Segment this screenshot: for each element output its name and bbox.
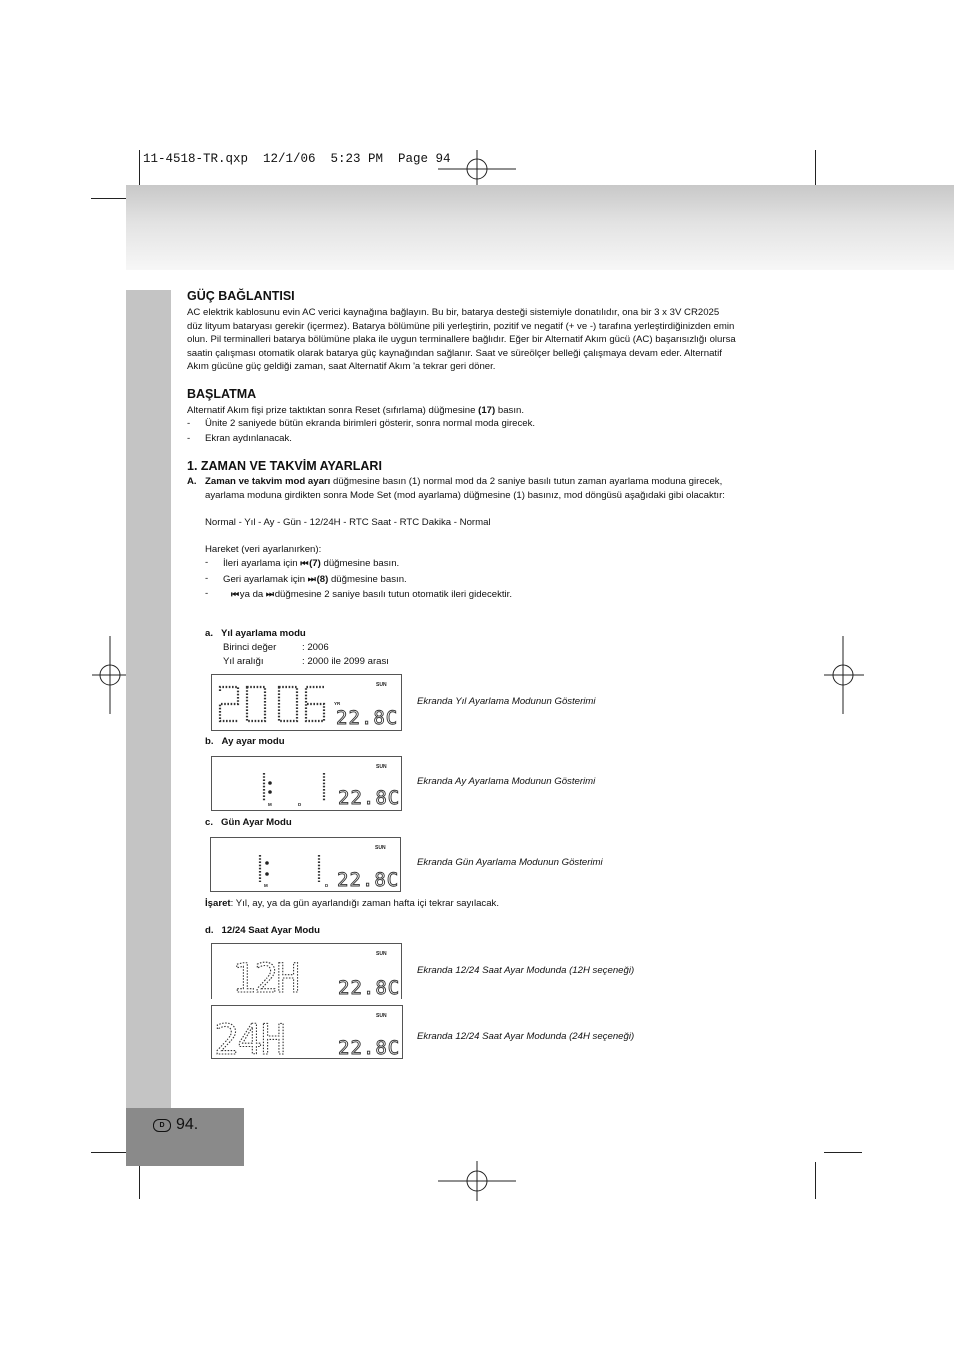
page-number [153,1116,198,1134]
lcd-24h-display [211,1005,403,1059]
intro-ref: (17) [478,405,496,416]
lcd-12h-display [211,943,402,999]
mode-b-caption: Ekranda Ay Ayarlama Modunun Gösterimi [417,776,596,787]
lcd-day: SUN [376,764,387,770]
section-title-power: GÜÇ BAĞLANTISI [187,289,295,303]
movement-list [205,556,512,603]
section-time-a [187,475,197,489]
registration-mark-icon [824,636,864,714]
note-label: İşaret [205,898,231,909]
mode-a-caption: Ekranda Yıl Ayarlama Modunun Gösterimi [417,696,596,707]
lcd-yr-tag: YR [334,701,341,706]
detail-key: Birinci değer [223,642,277,653]
language-badge: D [153,1119,171,1132]
section-title-time: 1. ZAMAN VE TAKVİM AYARLARI [187,459,382,473]
file-header: 11-4518-TR.qxp 12/1/06 5:23 PM Page 94 [143,152,451,166]
detail-value: : 2000 ile 2099 arası [302,655,389,667]
skip-back-icon: ⏮ [231,589,238,599]
skip-forward-icon: ⏭ [265,589,273,599]
paragraph-line: düz lityum bataryası gerekir (içermez). Batarya bölümüne pili yerleştirin, pozitif ve negatif (+ ve -) tarafına yerleştirdiğinizden emin [187,320,735,332]
crop-mark [139,150,140,187]
lcd-month-tag: M [264,883,268,888]
section-title-start: BAŞLATMA [187,387,257,401]
movement-title: Hareket (veri ayarlanırken): [205,544,322,555]
list-item: - ⏮ ya da ⏭ düğmesine 2 saniye basılı tutun otomatik ileri gidecektir. [205,588,513,600]
mode-c-caption: Ekranda Gün Ayarlama Modunun Gösterimi [417,857,603,868]
lcd-hour-mode: 12H [232,956,299,999]
lcd-temperature: 22.8C [338,1037,401,1058]
skip-forward-icon: ⏭ [307,573,314,584]
lcd-day: SUN [376,1013,387,1019]
a-text-2: ayarlama moduna girdikten sonra Mode Set (mod ayarlama) düğmesine (1) basınız, mod döngüsü aşağıdaki gibi olacaktır: [205,489,725,501]
list-item: - Geri ayarlamak için ⏭ (8) düğmesine basın. [205,572,407,585]
header-band [126,185,954,270]
mode-b-title: Ay ayar modu [221,736,285,747]
lcd-day-tag: D [298,802,302,807]
item-label: A. [187,476,197,487]
list-item: - Ünite 2 saniyede bütün ekranda birimleri gösterir, sonra normal moda girecek. [187,418,536,429]
paragraph-line: AC elektrik kablosunu evin AC verici kaynağına bağlayın. Bu bir, batarya desteği sistemiyle donatılıdır, ona bir 3 x 3V CR2025 [187,307,720,318]
lcd-day: SUN [376,951,387,957]
section-start-intro [187,404,524,418]
note-text: : Yıl, ay, ya da gün ayarlandığı zaman hafta içi tekrar sayılacak. [230,898,500,909]
lcd-hour-mode: 24H [214,1015,284,1058]
mode-d-title: 12/24 Saat Ayar Modu [221,925,320,936]
crop-mark [91,1152,129,1153]
lcd-temperature: 22.8C [337,869,400,891]
mode-c-heading: c. Gün Ayar Modu [205,817,292,828]
list-item: - İleri ayarlama için ⏮ (7) düğmesine basın. [205,557,400,569]
lcd-large-digits [220,687,324,721]
crop-mark [824,1152,862,1153]
note [205,897,499,911]
mode-d-heading: d. 12/24 Saat Ayar Modu [205,925,320,936]
paragraph-line: Akım gücüne güç geldiği zaman, saat Alternatif Akım 'a tekrar geri döner. [187,361,496,372]
mode-d-caption-24h: Ekranda 12/24 Saat Ayar Modunda (24H seçeneği) [417,1031,635,1042]
lcd-temperature: 22.8C [338,787,401,809]
crop-mark [815,1162,816,1199]
left-sidebar [126,290,171,1166]
section-time-a-text [205,475,725,502]
a-bold: Zaman ve takvim mod ayarı [205,476,331,487]
mode-d-caption-12h: Ekranda 12/24 Saat Ayar Modunda (12H seçeneği) [417,965,635,976]
lcd-day-tag: D [325,883,329,888]
lcd-day: SUN [376,682,387,688]
a-text: düğmesine basın (1) normal mod da 2 saniye basılı tutun zaman ayarlama moduna girecek, [330,476,723,487]
intro-text-end: basın. [495,405,524,416]
lcd-temperature: 22.8C [336,707,399,729]
section-start-list [187,417,535,446]
mode-a-heading: a. Yıl ayarlama modu [205,628,306,639]
skip-back-icon: ⏮ [300,558,307,568]
mode-c-title: Gün Ayar Modu [221,817,292,828]
lcd-temperature: 22.8C [338,977,401,999]
lcd-day-display [210,837,401,892]
mode-a-details [223,641,389,668]
lcd-month-display [211,756,402,811]
lcd-year-display [211,674,402,731]
paragraph-line: saatin çalışması otomatik olarak batarya güç kaynağından sağlanır. Saat ve süreölçer belleği çalışmaya devam eder. Alternatif [187,347,722,359]
intro-text: Alternatif Akım fişi prize taktıktan sonra Reset (sıfırlama) düğmesine [187,405,479,416]
lcd-month-tag: M [268,802,272,807]
mode-a-title: Yıl ayarlama modu [221,628,306,639]
lcd-day: SUN [375,845,386,851]
crop-mark [91,198,129,199]
section-power-body [187,306,736,374]
mode-b-heading: b. Ay ayar modu [205,736,285,747]
paragraph-line: olun. Pil terminalleri batarya bölümüne plaka ile uygun terminallere bağlıdır. Eğer bir Alternatif Akım gücü (AC) başarısızlığı olursa [187,334,736,345]
mode-cycle: Normal - Yıl - Ay - Gün - 12/24H - RTC Saat - RTC Dakika - Normal [205,517,491,528]
crop-mark [815,150,816,187]
list-item: - Ekran aydınlanacak. [187,432,292,444]
page-number-text: 94. [176,1116,199,1133]
crop-mark [139,1162,140,1199]
registration-mark-icon [438,1161,516,1201]
detail-key: Yıl aralığı [223,655,264,667]
detail-value: : 2006 [302,642,329,653]
